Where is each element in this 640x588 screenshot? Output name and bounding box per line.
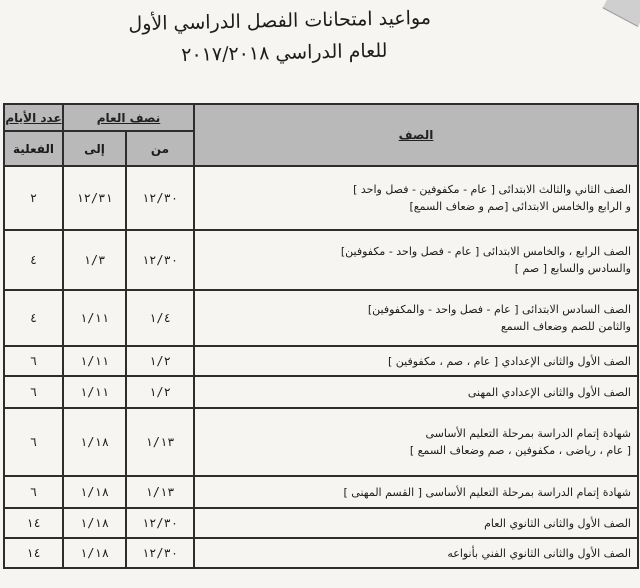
class-cell	[194, 538, 638, 568]
days-cell: ٦	[4, 476, 63, 508]
class-cell	[194, 476, 638, 508]
from-cell: ١/١٣	[126, 476, 194, 508]
days-cell: ٢	[4, 166, 63, 230]
folded-corner	[602, 0, 640, 27]
class-line: والثامن للصم وضعاف السمع	[500, 320, 631, 333]
class-cell	[194, 290, 638, 346]
days-cell: ٦	[4, 376, 63, 408]
days-cell: ٦	[4, 408, 63, 476]
header-midyear	[63, 104, 194, 131]
class-cell	[194, 408, 638, 476]
to-cell: ١/١٨	[63, 538, 126, 568]
table-row	[4, 408, 638, 476]
class-cell	[194, 166, 638, 230]
class-cell	[194, 376, 638, 408]
from-cell: ١/١٣	[126, 408, 194, 476]
from-cell: ١٢/٣٠	[126, 166, 194, 230]
header-to: إلى	[63, 131, 126, 166]
class-line: الصف الأول والثانى الإعدادي المهنى	[467, 385, 631, 399]
table-row	[4, 290, 638, 346]
to-cell: ١/٣	[63, 230, 126, 290]
from-cell: ١٢/٣٠	[126, 538, 194, 568]
class-cell	[194, 508, 638, 538]
to-cell: ١/١١	[63, 376, 126, 408]
class-line: شهادة إتمام الدراسة بمرحلة التعليم الأساسى	[425, 427, 631, 440]
document-title	[59, 1, 500, 72]
class-cell	[194, 346, 638, 376]
class-line: الصف الأول والثانى الثانوي العام	[484, 516, 631, 530]
header-days	[4, 104, 63, 131]
class-line: الصف الأول والثانى الإعدادي [ عام ، صم ، مكفوفين ]	[387, 354, 631, 368]
days-cell: ٦	[4, 346, 63, 376]
from-cell: ١/٢	[126, 376, 194, 408]
to-cell: ١/١١	[63, 290, 126, 346]
from-cell: ١٢/٣٠	[126, 508, 194, 538]
class-line: شهادة إتمام الدراسة بمرحلة التعليم الأساسى [ القسم المهنى ]	[343, 485, 631, 499]
table-row	[4, 166, 638, 230]
class-line: [ عام ، رياضى ، مكفوفين ، صم وضعاف السمع ]	[409, 444, 631, 457]
class-line: الصف السادس الابتدائى [ عام - فصل واحد - والمكفوفين]	[367, 303, 631, 316]
to-cell: ١/١١	[63, 346, 126, 376]
to-cell: ١/١٨	[63, 408, 126, 476]
to-cell: ١٢/٣١	[63, 166, 126, 230]
table-row	[4, 538, 638, 568]
table-row	[4, 476, 638, 508]
header-from: من	[126, 131, 194, 166]
to-cell: ١/١٨	[63, 476, 126, 508]
header-days-label: عدد الأيام	[5, 110, 62, 125]
table-row	[4, 376, 638, 408]
class-line: والسادس والسابع [ صم ]	[514, 262, 631, 275]
header-days-actual: الفعلية	[4, 131, 63, 166]
days-cell: ٤	[4, 290, 63, 346]
class-line: الصف الرابع ، والخامس الابتدائى [ عام - فصل واحد - مكفوفين]	[340, 245, 631, 258]
table-row	[4, 230, 638, 290]
days-cell: ١٤	[4, 538, 63, 568]
days-cell: ٤	[4, 230, 63, 290]
class-line: الصف الثاني والثالث الابتدائى [ عام - مكفوفين - فصل واحد ]	[353, 183, 631, 196]
to-cell: ١/١٨	[63, 508, 126, 538]
class-line: الصف الأول والثانى الثانوي الفني بأنواعه	[447, 546, 631, 560]
header-class-label: الصف	[398, 128, 434, 142]
table-row	[4, 508, 638, 538]
from-cell: ١٢/٣٠	[126, 230, 194, 290]
header-class	[194, 104, 638, 166]
exam-schedule-table	[3, 103, 639, 569]
from-cell: ١/٢	[126, 346, 194, 376]
title-line-1: مواعيد امتحانات الفصل الدراسي الأول	[128, 6, 432, 36]
title-line-2: للعام الدراسي ٢٠١٧/٢٠١٨	[181, 39, 388, 67]
from-cell: ١/٤	[126, 290, 194, 346]
class-cell	[194, 230, 638, 290]
class-line: و الرابع والخامس الابتدائى [صم و ضعاف السمع]	[409, 200, 631, 213]
table-row	[4, 346, 638, 376]
header-midyear-label: نصف العام	[96, 110, 161, 125]
days-cell: ١٤	[4, 508, 63, 538]
